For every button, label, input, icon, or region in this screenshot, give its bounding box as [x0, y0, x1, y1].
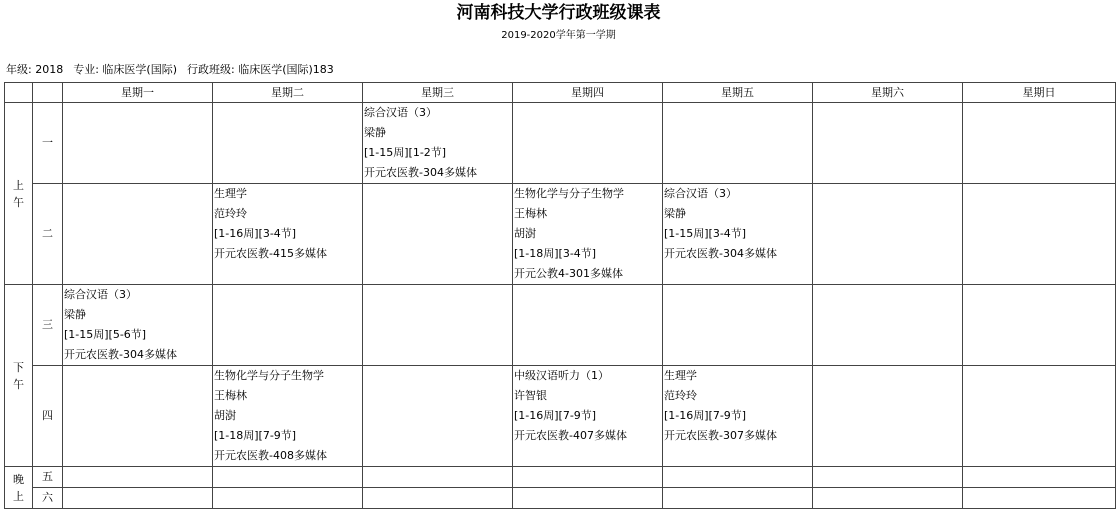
day-header: 星期四 — [513, 83, 663, 103]
course-room: 开元农医教-304多媒体 — [64, 348, 177, 361]
course-room: 开元农医教-407多媒体 — [514, 429, 627, 442]
schedule-cell — [63, 184, 213, 285]
schedule-cell — [813, 184, 963, 285]
period-morning: 上 午 — [5, 103, 33, 285]
slot-label: 二 — [33, 184, 63, 285]
teacher-name: 王梅林 — [514, 207, 547, 220]
course-cell[interactable] — [513, 184, 663, 285]
slot-label: 三 — [33, 285, 63, 366]
class-label: 行政班级: 临床医学(国际)183 — [187, 63, 334, 76]
grade-label: 年级: 2018 — [6, 63, 64, 76]
schedule-cell — [813, 467, 963, 488]
teacher-name: 范玲玲 — [214, 207, 247, 220]
schedule-cell — [963, 366, 1116, 467]
course-room: 开元农医教-304多媒体 — [364, 166, 477, 179]
schedule-cell — [513, 488, 663, 509]
schedule-cell — [963, 103, 1116, 184]
schedule-cell — [63, 366, 213, 467]
schedule-cell — [513, 467, 663, 488]
course-cell[interactable] — [513, 366, 663, 467]
schedule-cell — [813, 285, 963, 366]
course-name: 综合汉语（3） — [64, 288, 137, 301]
period-evening: 晚 上 — [5, 467, 33, 509]
teacher-name: 胡澍 — [214, 409, 236, 422]
teacher-name: 王梅林 — [214, 389, 247, 402]
schedule-cell — [363, 467, 513, 488]
page-title: 河南科技大学行政班级课表 — [456, 3, 661, 23]
schedule-cell — [63, 103, 213, 184]
day-header: 星期六 — [813, 83, 963, 103]
course-cell[interactable] — [63, 285, 213, 366]
slot-row — [5, 103, 1116, 184]
course-room: 开元农医教-415多媒体 — [214, 247, 327, 260]
course-cell[interactable] — [363, 103, 513, 184]
course-weeks: [1-18周][3-4节] — [514, 247, 597, 260]
schedule-cell — [363, 184, 513, 285]
schedule-cell — [363, 366, 513, 467]
schedule-cell — [963, 488, 1116, 509]
schedule-cell — [963, 184, 1116, 285]
schedule-cell — [813, 488, 963, 509]
slot-row — [5, 467, 1116, 488]
major-label: 专业: 临床医学(国际) — [73, 63, 177, 76]
course-cell[interactable] — [213, 366, 363, 467]
course-room: 开元农医教-304多媒体 — [664, 247, 777, 260]
schedule-cell — [213, 285, 363, 366]
schedule-cell — [813, 366, 963, 467]
course-name: 中级汉语听力（1） — [514, 369, 609, 382]
slot-label: 五 — [33, 467, 63, 488]
schedule-cell — [813, 103, 963, 184]
course-room: 开元公教4-301多媒体 — [514, 267, 623, 280]
day-header: 星期五 — [663, 83, 813, 103]
course-name: 生理学 — [214, 187, 247, 200]
timetable — [4, 82, 1116, 509]
corner-cell — [33, 83, 63, 103]
course-cell[interactable] — [213, 184, 363, 285]
schedule-cell — [213, 488, 363, 509]
course-name: 综合汉语（3） — [664, 187, 737, 200]
slot-row — [5, 488, 1116, 509]
slot-label: 四 — [33, 366, 63, 467]
teacher-name: 梁静 — [364, 126, 386, 139]
course-cell[interactable] — [663, 184, 813, 285]
day-header: 星期二 — [213, 83, 363, 103]
schedule-cell — [513, 103, 663, 184]
slot-label: 一 — [33, 103, 63, 184]
schedule-cell — [513, 285, 663, 366]
schedule-cell — [663, 488, 813, 509]
course-name: 生物化学与分子生物学 — [214, 369, 324, 382]
schedule-cell — [663, 285, 813, 366]
schedule-cell — [363, 488, 513, 509]
course-weeks: [1-16周][7-9节] — [514, 409, 597, 422]
course-weeks: [1-15周][3-4节] — [664, 227, 747, 240]
corner-cell — [5, 83, 33, 103]
course-weeks: [1-16周][7-9节] — [664, 409, 747, 422]
schedule-cell — [663, 467, 813, 488]
teacher-name: 许智银 — [514, 389, 547, 402]
class-info — [6, 63, 334, 77]
course-weeks: [1-16周][3-4节] — [214, 227, 297, 240]
schedule-cell — [213, 103, 363, 184]
course-name: 生物化学与分子生物学 — [514, 187, 624, 200]
course-cell[interactable] — [663, 366, 813, 467]
teacher-name: 范玲玲 — [664, 389, 697, 402]
course-weeks: [1-18周][7-9节] — [214, 429, 297, 442]
schedule-cell — [363, 285, 513, 366]
slot-label: 六 — [33, 488, 63, 509]
schedule-cell — [963, 467, 1116, 488]
course-weeks: [1-15周][1-2节] — [364, 146, 447, 159]
teacher-name: 胡澍 — [514, 227, 536, 240]
teacher-name: 梁静 — [664, 207, 686, 220]
day-header: 星期日 — [963, 83, 1116, 103]
semester-label: 2019-2020学年第一学期 — [501, 30, 616, 41]
course-room: 开元农医教-307多媒体 — [664, 429, 777, 442]
schedule-cell — [63, 467, 213, 488]
course-name: 综合汉语（3） — [364, 106, 437, 119]
slot-row — [5, 366, 1116, 467]
slot-row — [5, 285, 1116, 366]
schedule-cell — [963, 285, 1116, 366]
schedule-cell — [213, 467, 363, 488]
course-weeks: [1-15周][5-6节] — [64, 328, 147, 341]
schedule-cell — [663, 103, 813, 184]
course-room: 开元农医教-408多媒体 — [214, 449, 327, 462]
schedule-cell — [63, 488, 213, 509]
course-name: 生理学 — [664, 369, 697, 382]
teacher-name: 梁静 — [64, 308, 86, 321]
day-header: 星期一 — [63, 83, 213, 103]
slot-row — [5, 184, 1116, 285]
header-row — [5, 83, 1116, 103]
period-afternoon: 下 午 — [5, 285, 33, 467]
day-header: 星期三 — [363, 83, 513, 103]
